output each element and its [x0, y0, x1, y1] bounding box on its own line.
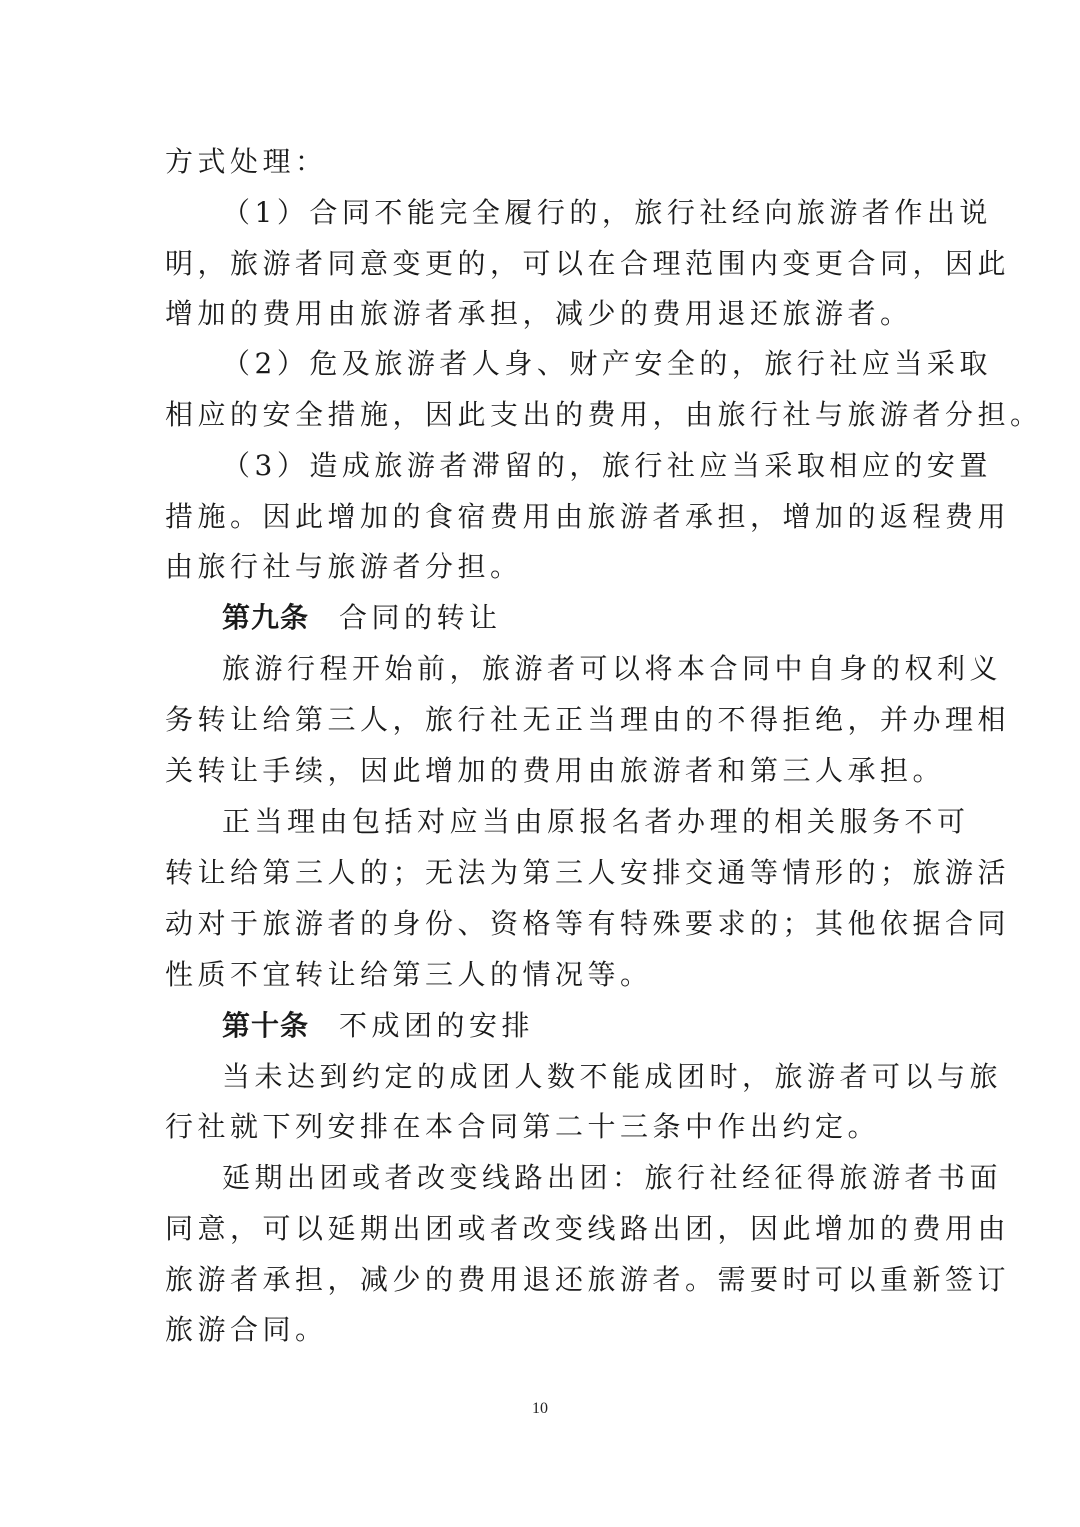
paragraph-line: 性质不宜转让给第三人的情况等。	[165, 958, 653, 991]
paragraph-line: 务转让给第三人，旅行社无正当理由的不得拒绝，并办理相	[165, 703, 1011, 736]
paragraph-line: 旅游者承担，减少的费用退还旅游者。需要时可以重新签订	[165, 1263, 1011, 1296]
paragraph-line: 正当理由包括对应当由原报名者办理的相关服务不可	[222, 805, 970, 838]
paragraph-line: 转让给第三人的；无法为第三人安排交通等情形的；旅游活	[165, 856, 1011, 889]
paragraph-line: 方式处理：	[165, 145, 328, 178]
paragraph-line: 延期出团或者改变线路出团：旅行社经征得旅游者书面	[222, 1161, 1003, 1194]
paragraph-line: 由旅行社与旅游者分担。	[165, 550, 523, 583]
paragraph-line: 当未达到约定的成团人数不能成团时，旅游者可以与旅	[222, 1060, 1003, 1093]
paragraph-line: 同意，可以延期出团或者改变线路出团，因此增加的费用由	[165, 1212, 1011, 1245]
article-title: 合同的转让	[339, 601, 502, 634]
paragraph-line: （1）合同不能完全履行的，旅行社经向旅游者作出说	[222, 196, 992, 229]
paragraph-line: 旅游行程开始前，旅游者可以将本合同中自身的权利义	[222, 652, 1003, 685]
article-heading-9	[222, 601, 967, 635]
paragraph-line: （3）造成旅游者滞留的，旅行社应当采取相应的安置	[222, 449, 992, 482]
page-number: 10	[532, 1400, 548, 1417]
paragraph-line: （2）危及旅游者人身、财产安全的，旅行社应当采取	[222, 347, 992, 380]
paragraph-line: 明，旅游者同意变更的，可以在合理范围内变更合同，因此	[165, 247, 1011, 280]
paragraph-line: 关转让手续，因此增加的费用由旅游者和第三人承担。	[165, 754, 946, 787]
paragraph-line: 动对于旅游者的身份、资格等有特殊要求的；其他依据合同	[165, 907, 1011, 940]
paragraph-line: 旅游合同。	[165, 1313, 328, 1346]
paragraph-line: 措施。因此增加的食宿费用由旅游者承担，增加的返程费用	[165, 500, 1011, 533]
article-number: 第九条	[222, 601, 310, 634]
article-number: 第十条	[222, 1009, 310, 1042]
article-heading-10	[222, 1009, 967, 1043]
article-title: 不成团的安排	[339, 1009, 535, 1042]
paragraph-line: 相应的安全措施，因此支出的费用，由旅行社与旅游者分担。	[165, 398, 1043, 431]
paragraph-line: 行社就下列安排在本合同第二十三条中作出约定。	[165, 1110, 881, 1143]
paragraph-line: 增加的费用由旅游者承担，减少的费用退还旅游者。	[165, 297, 913, 330]
